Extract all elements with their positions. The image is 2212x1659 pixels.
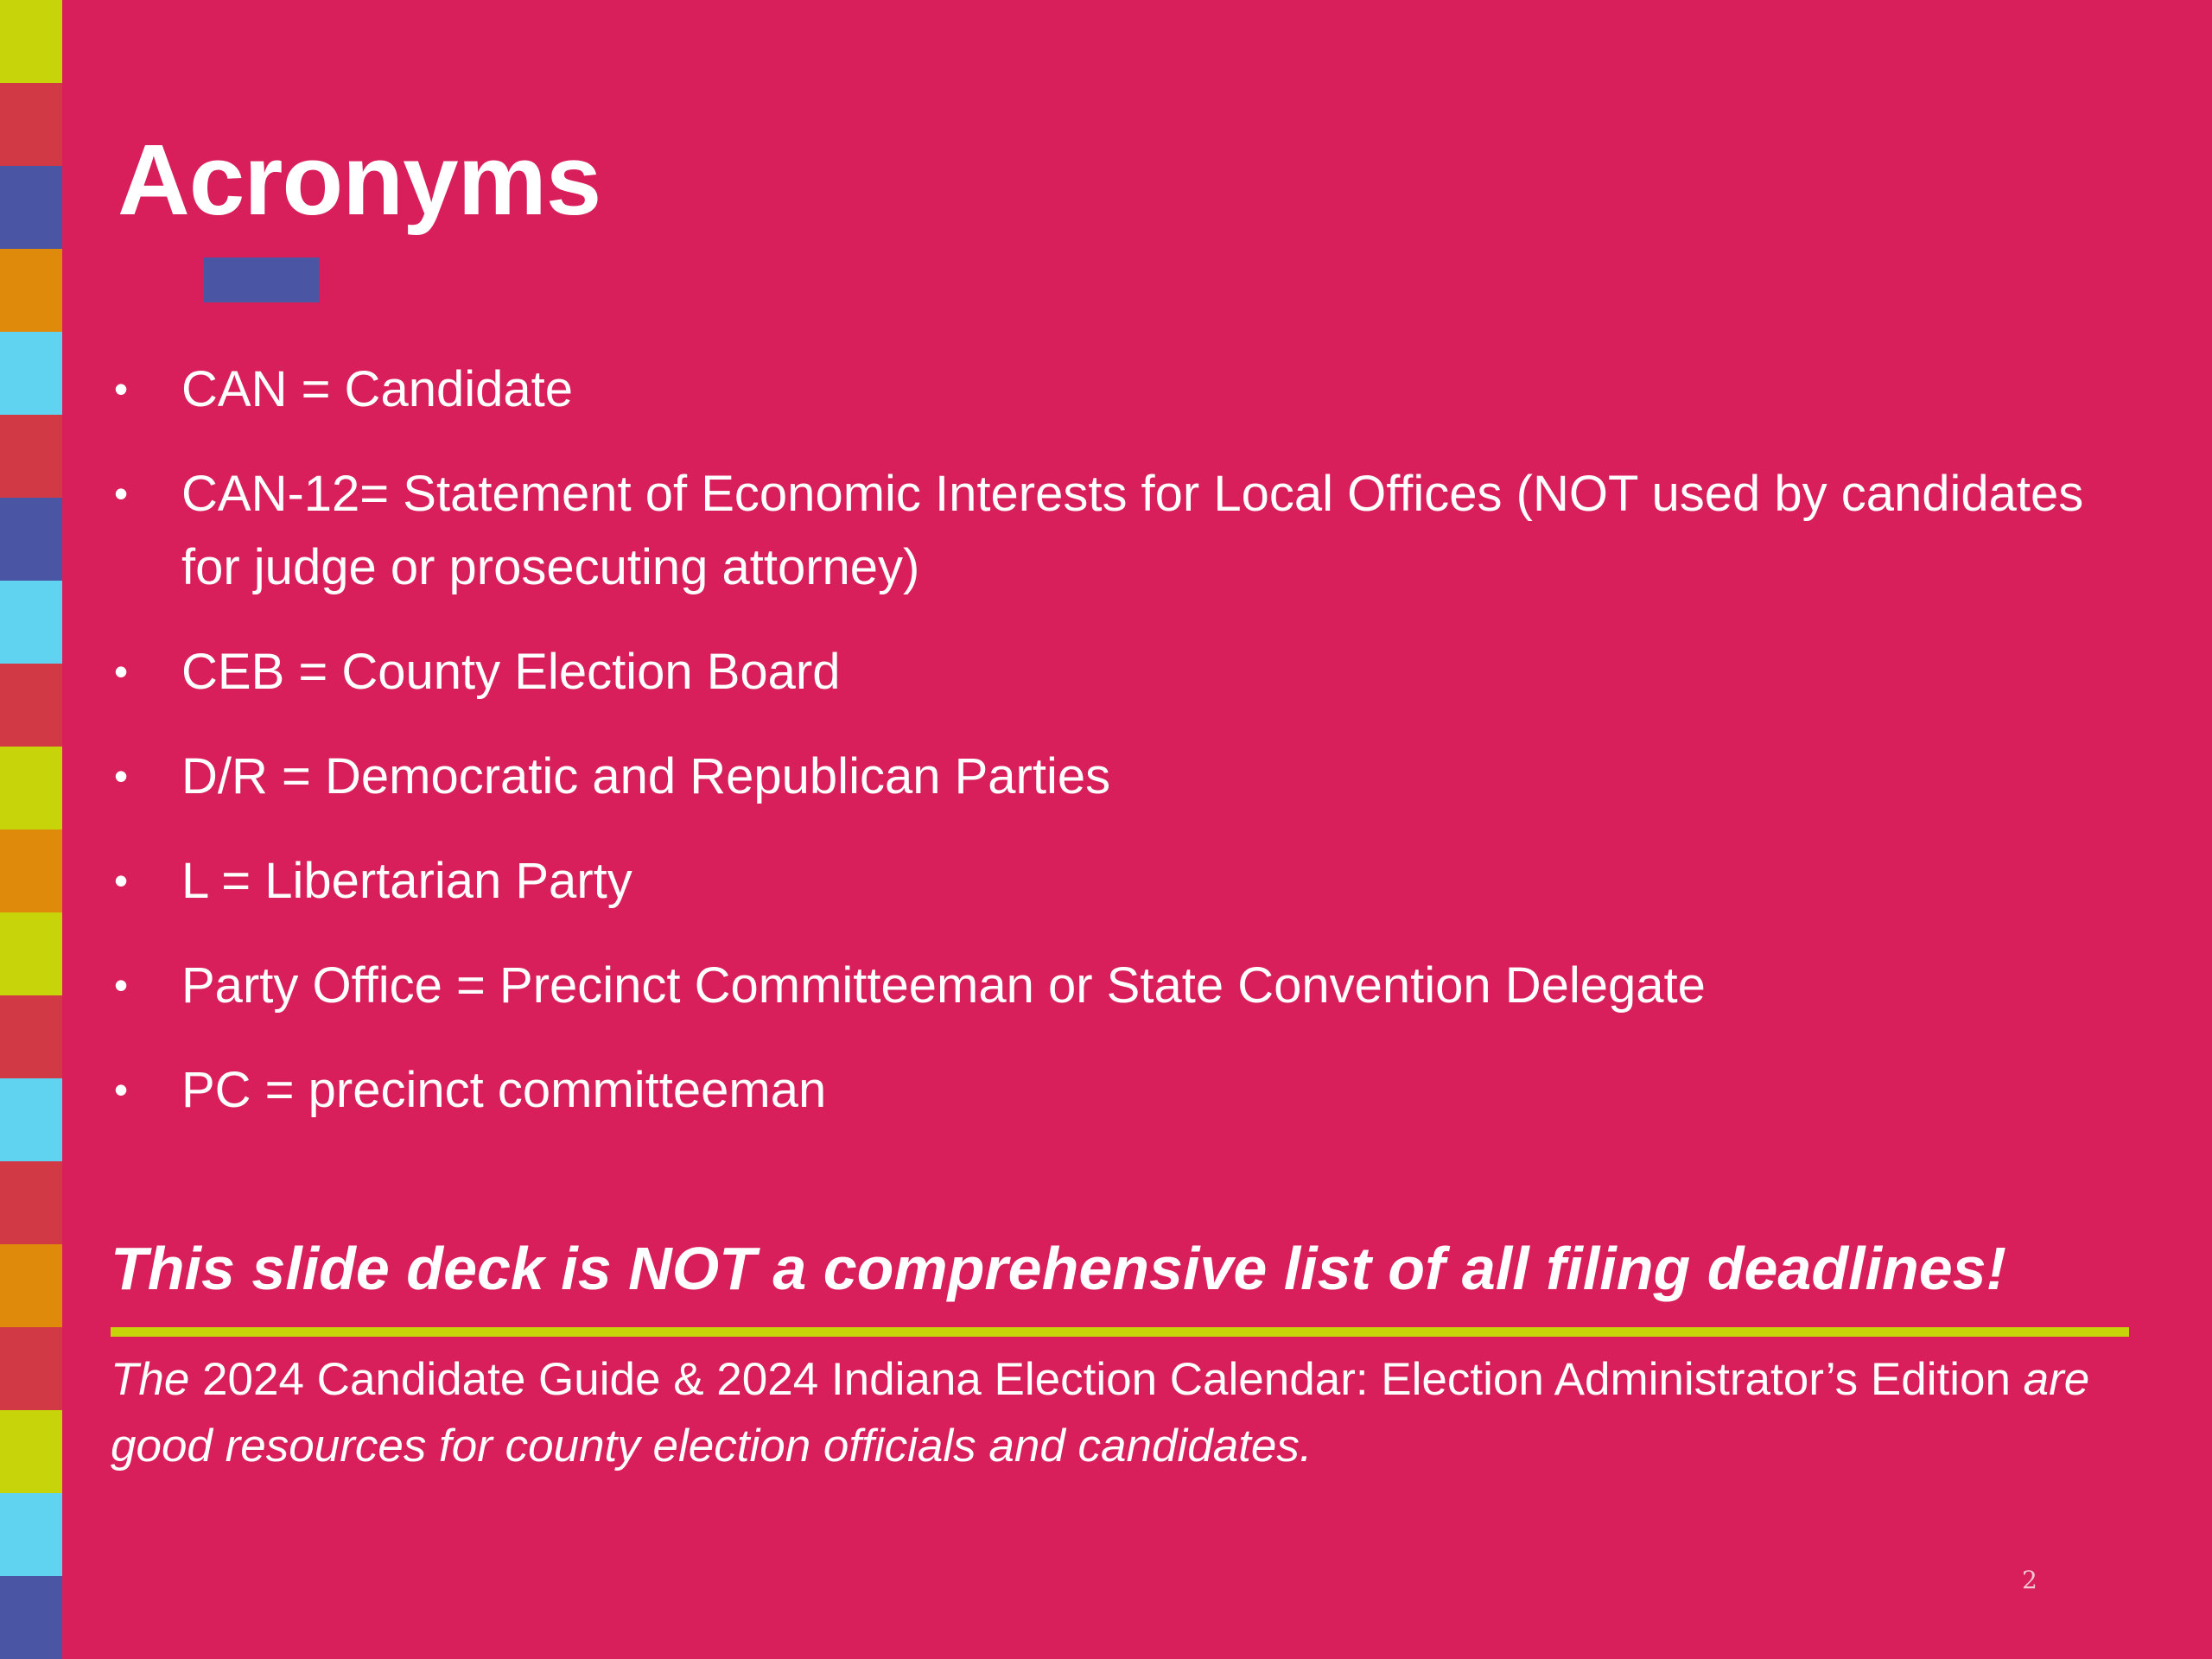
list-item-text: D/R = Democratic and Republican Parties — [181, 748, 1111, 804]
page-number: 2 — [2022, 1566, 2037, 1594]
list-item — [111, 353, 2098, 426]
resources-note-italic-tail: are good resources for county election officials and candidates. — [111, 1354, 2090, 1471]
disclaimer-heading: This slide deck is NOT a comprehensive list of all filing deadlines! — [111, 1235, 2006, 1302]
list-item — [111, 740, 2098, 813]
stripe-segment — [0, 581, 62, 664]
bullet-icon: • — [114, 1067, 129, 1112]
list-item-text: CEB = County Election Board — [181, 644, 841, 700]
list-item — [111, 457, 2098, 604]
disclaimer-underline — [111, 1327, 2129, 1337]
bullet-icon: • — [114, 963, 129, 1007]
stripe-segment — [0, 0, 62, 83]
stripe-segment — [0, 1161, 62, 1244]
stripe-segment — [0, 1244, 62, 1327]
stripe-segment — [0, 83, 62, 166]
acronym-list — [111, 353, 2098, 1158]
resources-note-titles: 2024 Candidate Guide & 2024 Indiana Election Calendar: Election Administrator’s Edition — [189, 1354, 2024, 1405]
stripe-segment — [0, 249, 62, 332]
list-item-text: CAN = Candidate — [181, 361, 573, 417]
stripe-segment — [0, 498, 62, 581]
stripe-segment — [0, 995, 62, 1078]
stripe-segment — [0, 166, 62, 249]
list-item — [111, 844, 2098, 918]
resources-note-italic-lead: The — [111, 1354, 190, 1405]
bullet-icon: • — [114, 753, 129, 798]
stripe-segment — [0, 415, 62, 498]
list-item-text: Party Office = Precinct Committeeman or State Convention Delegate — [181, 957, 1706, 1014]
list-item — [111, 1053, 2098, 1127]
list-item — [111, 635, 2098, 709]
stripe-segment — [0, 1327, 62, 1410]
resources-note — [111, 1346, 2150, 1479]
decorative-color-stripe — [0, 0, 62, 1659]
slide-title: Acronyms — [118, 124, 601, 236]
title-accent-bar — [204, 257, 319, 302]
bullet-icon: • — [114, 471, 129, 516]
list-item — [111, 949, 2098, 1022]
list-item-text: L = Libertarian Party — [181, 853, 632, 909]
bullet-icon: • — [114, 649, 129, 694]
stripe-segment — [0, 747, 62, 830]
list-item-text: PC = precinct committeeman — [181, 1062, 827, 1118]
stripe-segment — [0, 1576, 62, 1659]
bullet-icon: • — [114, 858, 129, 903]
stripe-segment — [0, 1410, 62, 1493]
stripe-segment — [0, 912, 62, 995]
list-item-text: CAN-12= Statement of Economic Interests for Local Offices (NOT used by candidates for judge or prosecuting attorney) — [181, 466, 2084, 595]
bullet-icon: • — [114, 366, 129, 411]
stripe-segment — [0, 332, 62, 415]
stripe-segment — [0, 1493, 62, 1576]
stripe-segment — [0, 664, 62, 747]
stripe-segment — [0, 830, 62, 912]
stripe-segment — [0, 1078, 62, 1161]
